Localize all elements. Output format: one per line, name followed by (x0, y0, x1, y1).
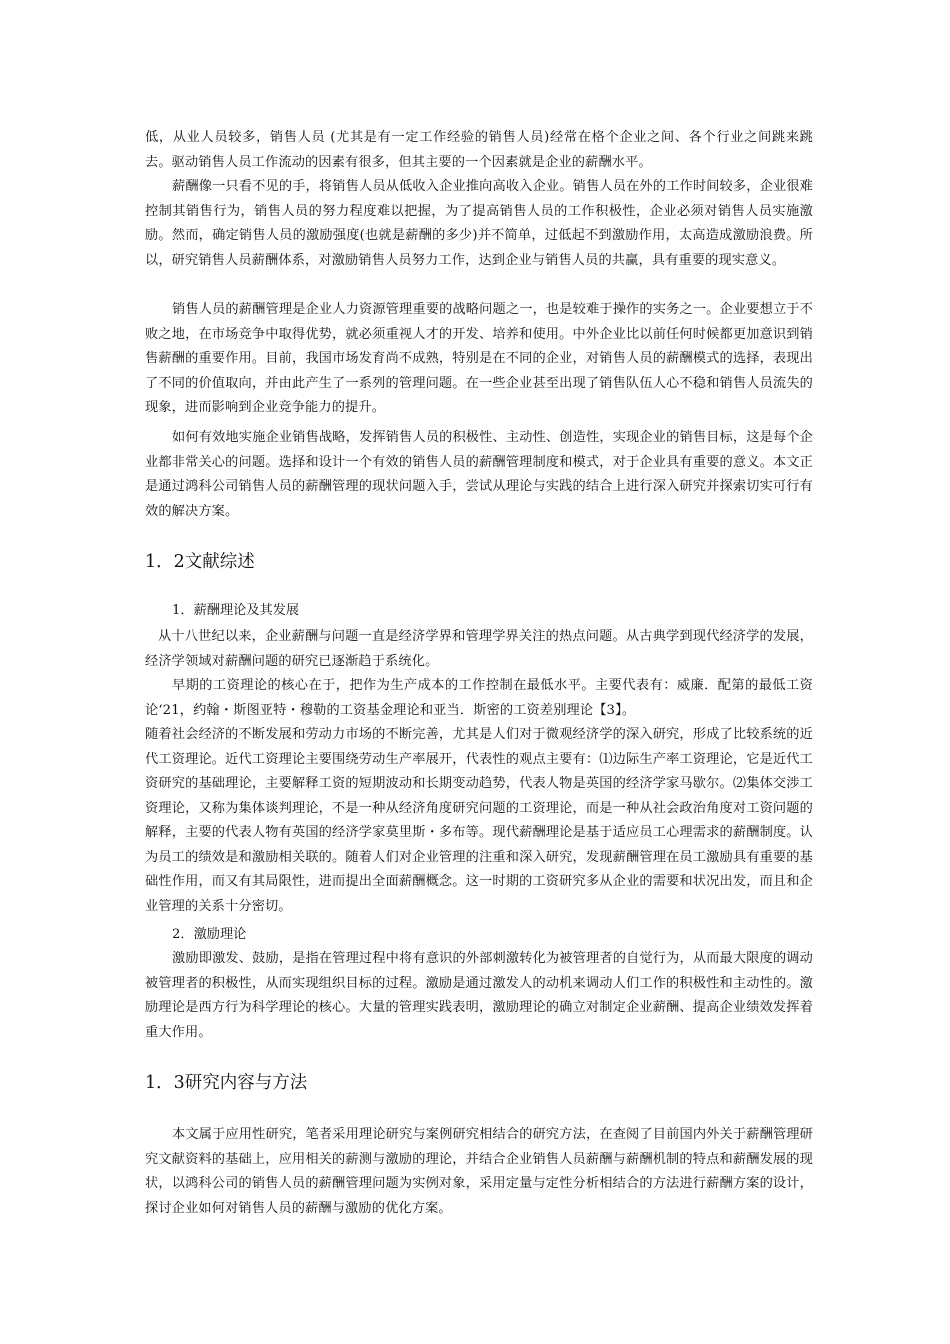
paragraph-compensation-management: 销售人员的薪酬管理是企业人力资源管理重要的战略问题之一，也是较难于操作的实务之一。企业要想立于不败之地，在市场竞争中取得优势，就必须重视人才的开发、培养和使用。中外企业比以前任何时候都更加意识到销售薪酬的重要作用。目前，我国市场发育尚不成熟，特别是在不同的企业，对销售人员的薪酬模式的选择，表现出了不同的价值取向，并由此产生了一系列的管理问题。在一些企业甚至出现了销售队伍人心不稳和销售人员流失的现象，进而影响到企业竞争能力的提升。 (145, 302, 813, 415)
subheading-compensation-theory: 1．薪酬理论及其发展 (172, 603, 300, 618)
section-heading-literature-review: 1．2文献综述 (145, 552, 255, 572)
subheading-incentive-theory: 2．激励理论 (172, 927, 247, 942)
paragraph-modern-wage-theory: 随着社会经济的不断发展和劳动力市场的不断完善，尤其是人们对于微观经济学的深入研究，形成了比较系统的近代工资理论。近代工资理论主要围绕劳动生产率展开，代表性的观点主要有：⑴边际生产率工资理论，它是近代工资研究的基础理论，主要解释工资的短期波动和长期变动趋势，代表人物是英国的经济学家马歇尔。⑵集体交涉工资理论，又称为集体谈判理论，不是一种从经济角度研究问题的工资理论，而是一种从社会政治角度对工资问题的解释，主要的代表人物有英国的经济学家莫里斯・多布等。现代薪酬理论是基于适应员工心理需求的薪酬制度。认为员工的绩效是和激励相关联的。随着人们对企业管理的注重和深入研究，发现薪酬管理在员工激励具有重要的基础性作用，而又有其局限性，进而提出全面薪酬概念。这一时期的工资研究多从企业的需要和状况出发，而且和企业管理的关系十分密切。 (145, 727, 813, 914)
paragraph-compensation-hand: 薪酬像一只看不见的手，将销售人员从低收入企业推向高收入企业。销售人员在外的工作时间较多，企业很难控制其销售行为，销售人员的努力程度难以把握，为了提高销售人员的工作积极性，企业必须对销售人员实施激励。然而，确定销售人员的激励强度(也就是薪酬的多少)并不简单，过低起不到激励作用，太高造成激励浪费。所以，研究销售人员薪酬体系，对激励销售人员努力工作，达到企业与销售人员的共赢，具有重要的现实意义。 (145, 179, 813, 268)
paragraph-early-wage-theory: 早期的工资理论的核心在于，把作为生产成本的工作控制在最低水平。主要代表有：威廉．配第的最低工资论‘21，约翰・斯图亚特・穆勒的工资基金理论和亚当．斯密的工资差别理论【3】。 (145, 678, 813, 718)
paragraph-sales-mobility: 低，从业人员较多，销售人员 (尤其是有一定工作经验的销售人员)经常在格个企业之间、各个行业之间跳来跳去。驱动销售人员工作流动的因素有很多，但其主要的一个因素就是企业的薪酬水平。 (145, 130, 813, 170)
paragraph-18th-century: 从十八世纪以来，企业薪酬与问题一直是经济学界和管理学界关注的热点问题。从古典学到现代经济学的发展，经济学领域对薪酬问题的研究已逐渐趋于系统化。 (145, 629, 813, 669)
paragraph-incentive-definition: 激励即激发、鼓励，是指在管理过程中将有意识的外部刺激转化为被管理者的自觉行为，从而最大限度的调动被管理者的积极性，从而实现组织目标的过程。激励是通过激发人的动机来调动人们工作的积极性和主动性的。激励理论是西方行为科学理论的核心。大量的管理实践表明，激励理论的确立对制定企业薪酬、提高企业绩效发挥着重大作用。 (145, 951, 813, 1040)
paragraph-sales-strategy: 如何有效地实施企业销售战略，发挥销售人员的积极性、主动性、创造性，实现企业的销售目标，这是每个企业都非常关心的问题。选择和设计一个有效的销售人员的薪酬管理制度和模式，对于企业具有重要的意义。本文正是通过鸿科公司销售人员的薪酬管理的现状问题入手，尝试从理论与实践的结合上进行深入研究并探索切实可行有效的解决方案。 (145, 430, 813, 519)
paragraph-research-method: 本文属于应用性研究，笔者采用理论研究与案例研究相结合的研究方法，在查阅了目前国内外关于薪酬管理研究文献资料的基础上，应用相关的薪测与激励的理论，并结合企业销售人员薪酬与薪酬机制的特点和薪酬发展的现状，以鸿科公司的销售人员的薪酬管理问题为实例对象，采用定量与定性分析相结合的方法进行薪酬方案的设计，探讨企业如何对销售人员的薪酬与激励的优化方案。 (145, 1127, 813, 1216)
section-heading-research-content: 1．3研究内容与方法 (145, 1073, 308, 1093)
